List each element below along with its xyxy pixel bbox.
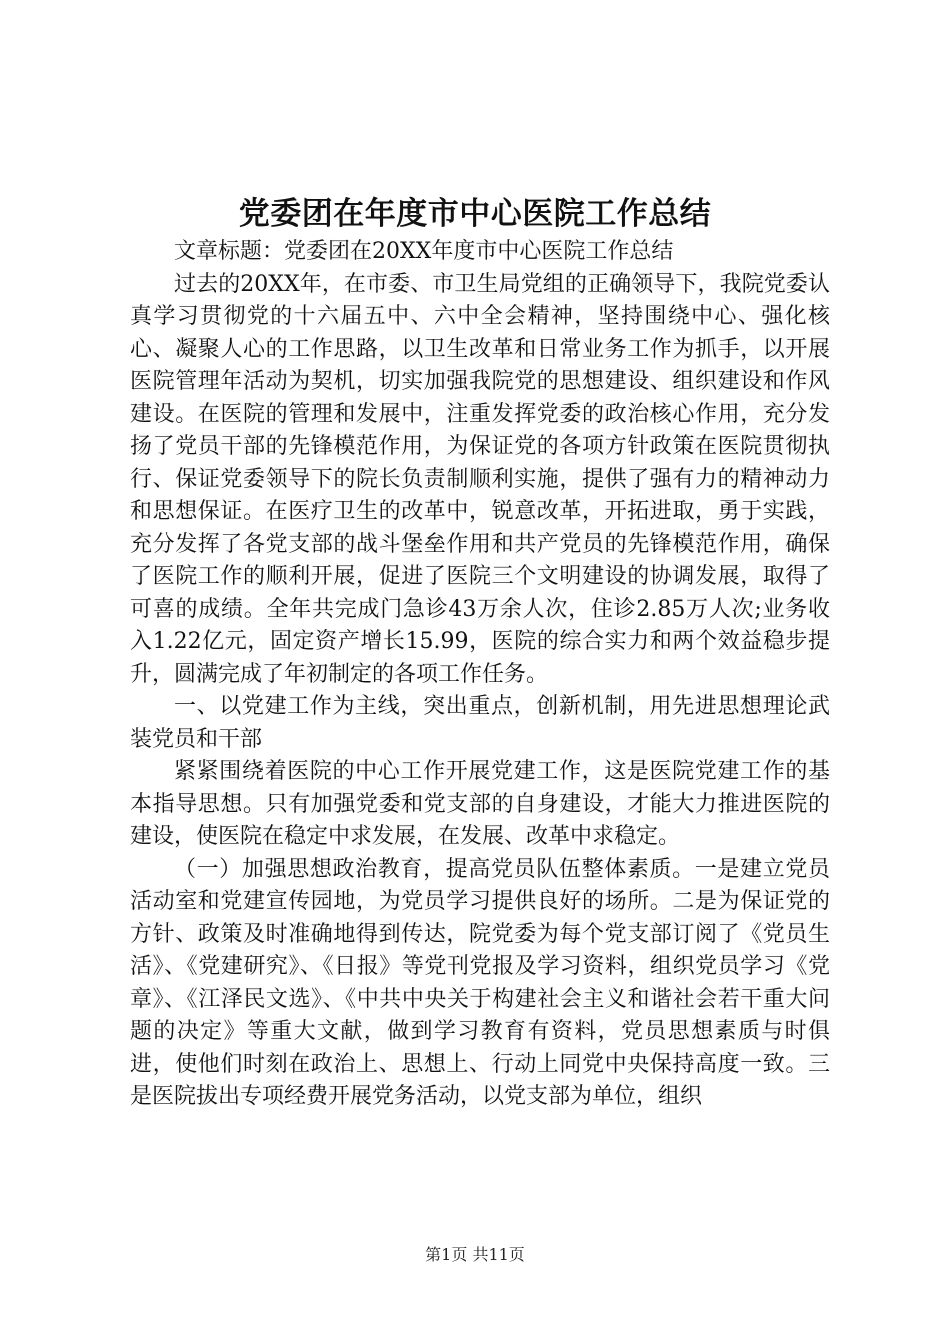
paragraph-intro: 过去的20XX年，在市委、市卫生局党组的正确领导下，我院党委认真学习贯彻党的十六届五中、六中全会精神，坚持围绕中心、强化核心、凝聚人心的工作思路，以卫生改革和日常业务工作为抓手，以开展医院管理年活动为契机，切实加强我院党的思想建设、组织建设和作风建设。在医院的管理和发展中，注重发挥党委的政治核心作用，充分发扬了党员干部的先锋模范作用，为保证党的各项方针政策在医院贯彻执行、保证党委领导下的院长负责制顺利实施，提供了强有力的精神动力和思想保证。在医疗卫生的改革中，锐意改革，开拓进取，勇于实践，充分发挥了各党支部的战斗堡垒作用和共产党员的先锋模范作用，确保了医院工作的顺利开展，促进了医院三个文明建设的协调发展，取得了可喜的成绩。全年共完成门急诊43万余人次，住诊2.85万人次;业务收入1.22亿元，固定资产增长15.99，医院的综合实力和两个效益稳步提升，圆满完成了年初制定的各项工作任务。 (130, 271, 830, 687)
document-body (130, 236, 830, 1114)
paragraph-subsection-1: （一）加强思想政治教育，提高党员队伍整体素质。一是建立党员活动室和党建宣传园地，为党员学习提供良好的场所。二是为保证党的方针、政策及时准确地得到传达，院党委为每个党支部订阅了《党员生活》、《党建研究》、《日报》等党刊党报及学习资料，组织党员学习《党章》、《江泽民文选》、《中共中央关于构建社会主义和谐社会若干重大问题的决定》等重大文献，做到学习教育有资料，党员思想素质与时俱进，使他们时刻在政治上、思想上、行动上同党中央保持高度一致。三是医院拔出专项经费开展党务活动，以党支部为单位，组织 (130, 856, 830, 1109)
section-heading-1: 一、以党建工作为主线，突出重点，创新机制，用先进思想理论武装党员和干部 (130, 694, 830, 752)
article-title-line: 文章标题：党委团在20XX年度市中心医院工作总结 (174, 239, 674, 264)
document-title: 党委团在年度市中心医院工作总结 (238, 196, 712, 232)
page-number-footer: 第1页 共11页 (425, 1245, 525, 1264)
paragraph-section-1: 紧紧围绕着医院的中心工作开展党建工作，这是医院党建工作的基本指导思想。只有加强党委和党支部的自身建设，才能大力推进医院的建设，使医院在稳定中求发展，在发展、改革中求稳定。 (130, 759, 830, 849)
